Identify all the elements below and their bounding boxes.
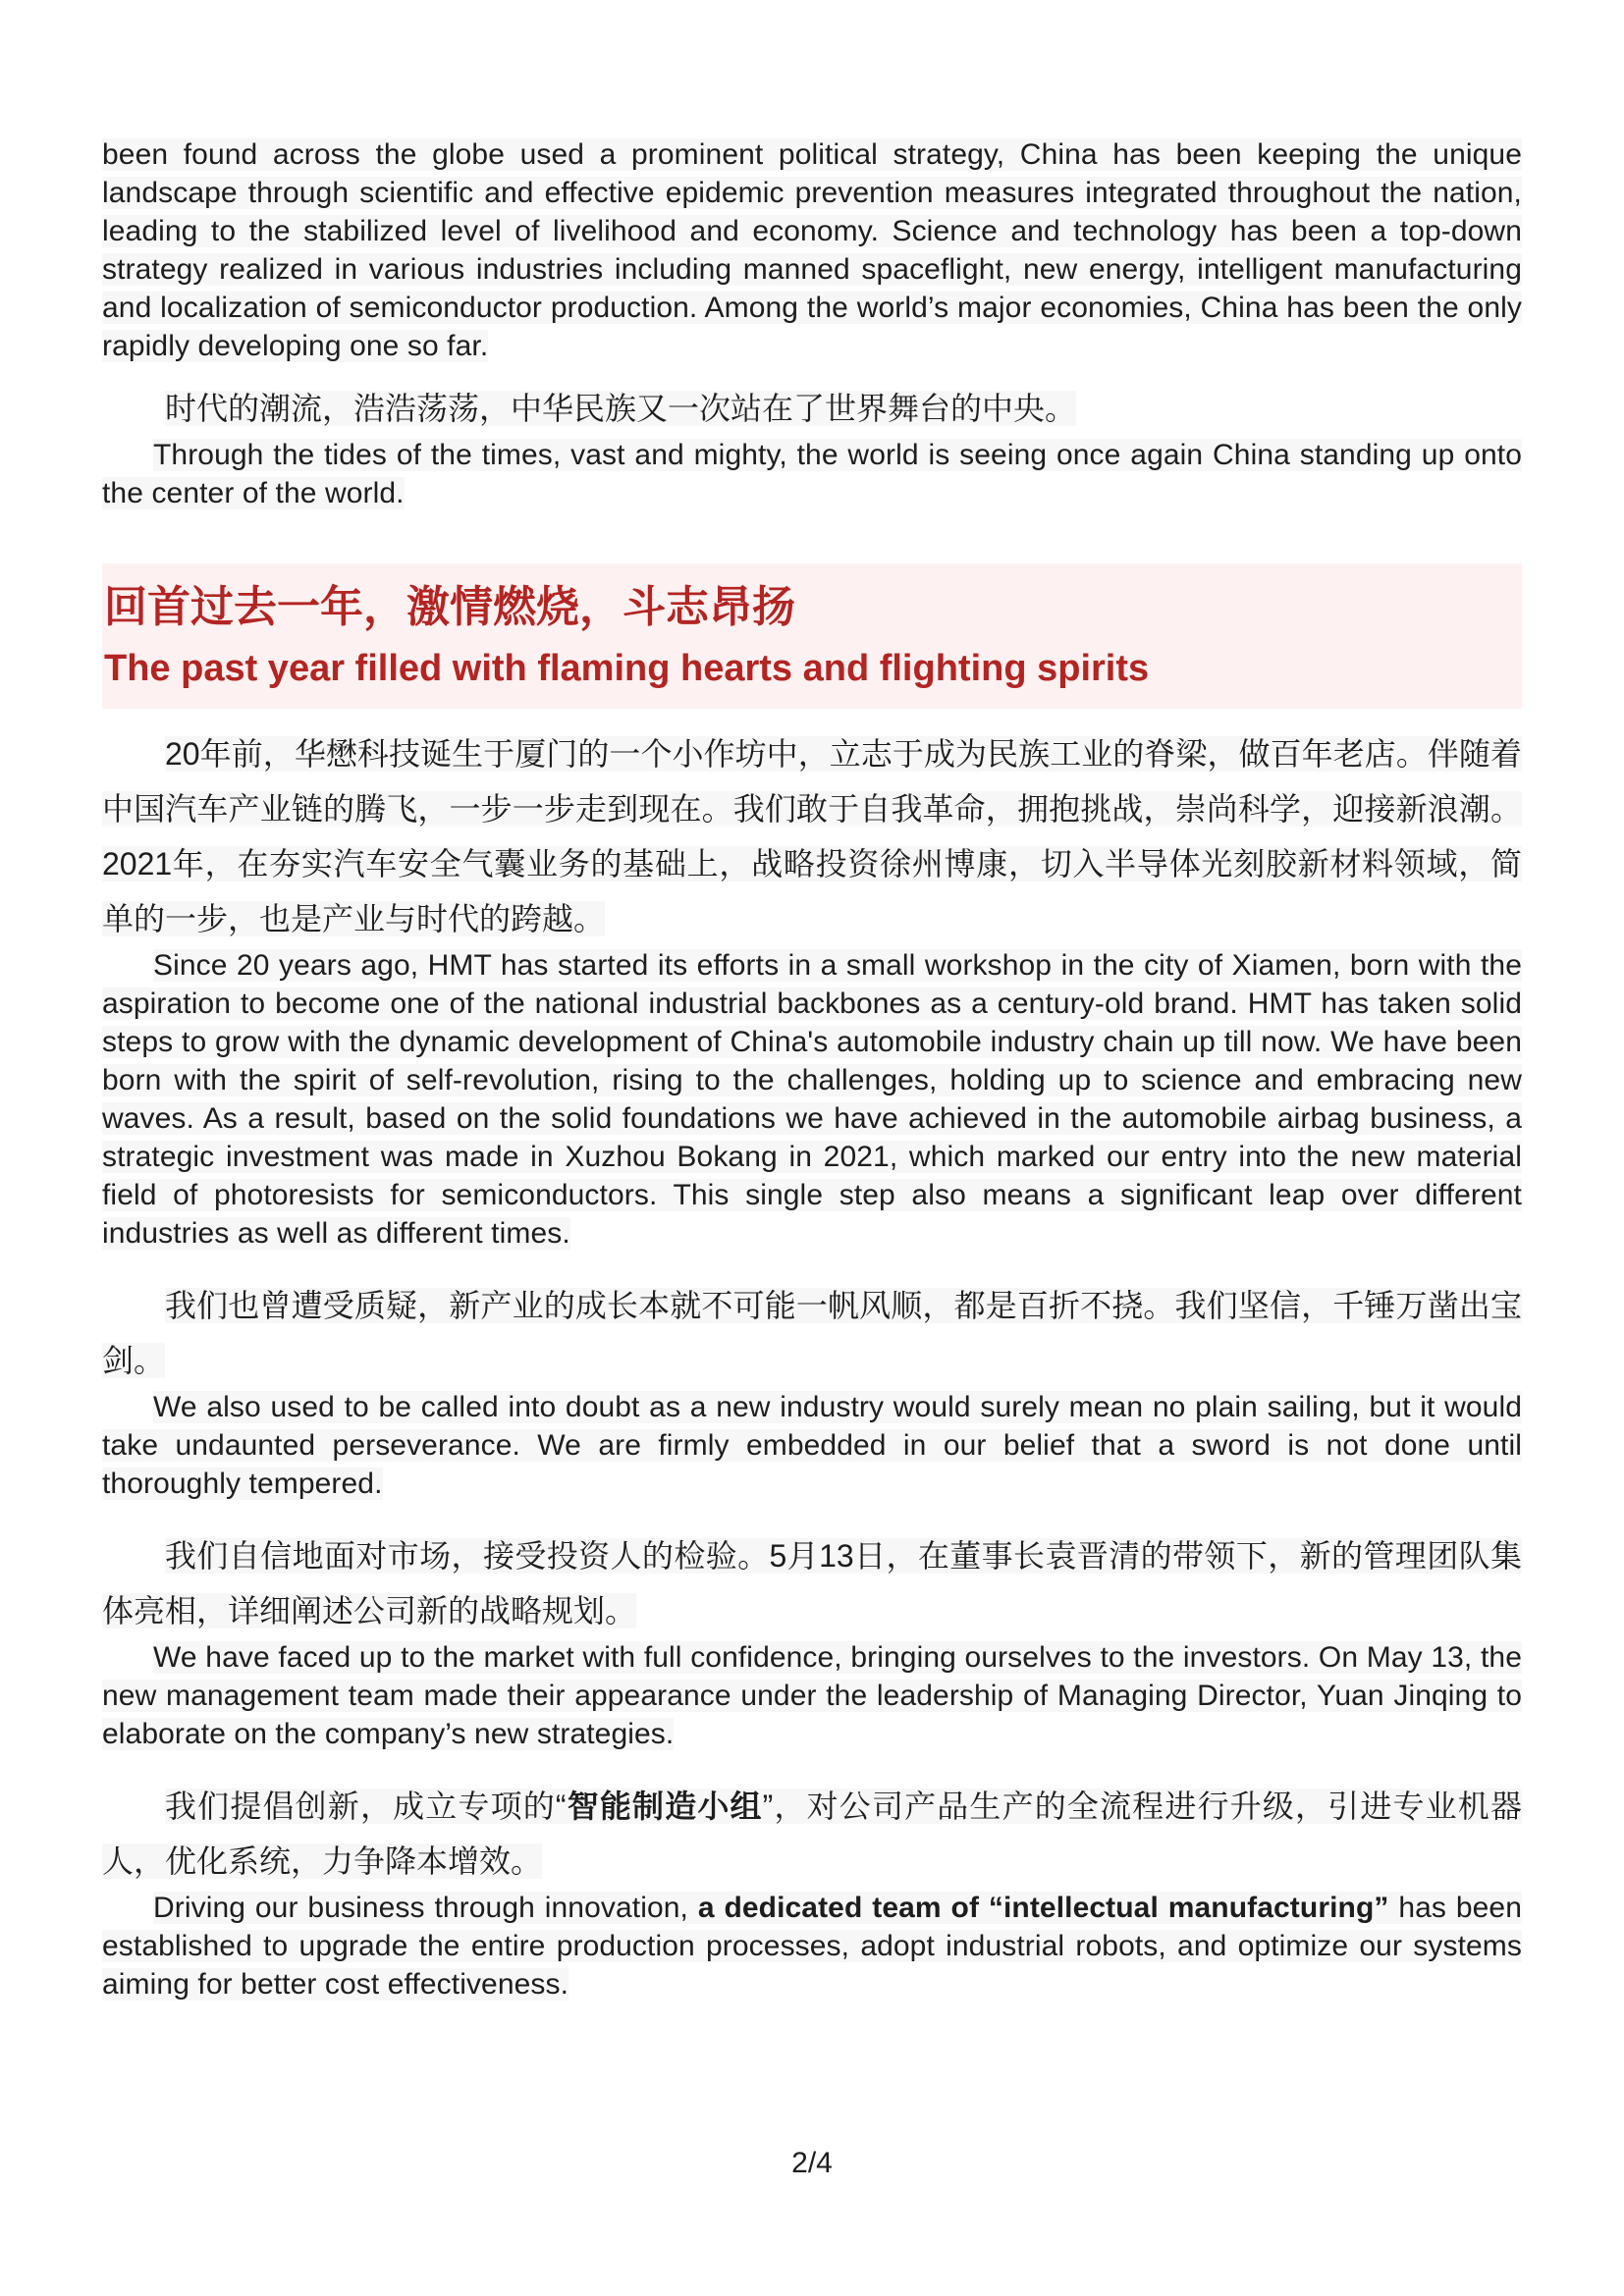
section-heading — [102, 563, 1522, 709]
paragraph-text: been found across the globe used a prominent political strategy, China has been keeping the unique landscape through scientific and effective epidemic prevention measures integrated throughout the nation, leading to the stabilized level of livelihood and economy. Science and technology has been a top-down strategy realized in various industries including manned spaceflight, new energy, intelligent manufacturing and localization of semiconductor production. Among the world’s major economies, China has been the only rapidly developing one so far. — [102, 138, 1522, 362]
paragraph-market-confidence-en — [102, 1638, 1522, 1753]
paragraph-text: 我们自信地面对市场，接受投资人的检验。5月13日，在董事长袁晋清的带领下，新的管理团队集体亮相，详细阐述公司新的战略规划。 — [102, 1538, 1522, 1629]
paragraph-tides-zh — [102, 381, 1522, 436]
paragraph-text: We have faced up to the market with full confidence, bringing ourselves to the investors. On May 13, the new management team made their appearance under the leadership of Managing Director, Yuan Jinqing to elaborate on the company’s new strategies. — [102, 1641, 1522, 1750]
paragraph-hmt-history-zh — [102, 726, 1522, 946]
paragraph-epidemic-strategy-en — [102, 135, 1522, 365]
paragraph-text: 20年前，华懋科技诞生于厦门的一个小作坊中，立志于成为民族工业的脊梁，做百年老店。伴随着中国汽车产业链的腾飞，一步一步走到现在。我们敢于自我革命，拥抱挑战，崇尚科学，迎接新浪潮。2021年，在夯实汽车安全气囊业务的基础上，战略投资徐州博康，切入半导体光刻胶新材料领域，简单的一步，也是产业与时代的跨越。 — [102, 736, 1522, 936]
page-number: 2/4 — [791, 2147, 833, 2179]
paragraph-innovation-zh — [102, 1779, 1522, 1889]
section-heading-zh: 回首过去一年，激情燃烧，斗志昂扬 — [104, 583, 795, 631]
paragraph-text: Since 20 years ago, HMT has started its efforts in a small workshop in the city of Xiamen, born with the aspiration to become one of the national industrial backbones as a century-old brand. HMT has taken solid steps to grow with the dynamic development of China's automobile industry chain up till now. We have been born with the spirit of self-revolution, rising to the challenges, holding up to science and embracing new waves. As a result, based on the solid foundations we have achieved in the automobile airbag business, a strategic investment was made in Xuzhou Bokang in 2021, which marked our entry into the new material field of photoresists for semiconductors. This single step also means a significant leap over different industries as well as different times. — [102, 949, 1522, 1250]
paragraph-text: We also used to be called into doubt as a new industry would surely mean no plain sailing, but it would take undaunted perseverance. We are firmly embedded in our belief that a sword is not done until thoroughly tempered. — [102, 1391, 1522, 1500]
paragraph-doubt-en — [102, 1388, 1522, 1503]
paragraph-hmt-history-en — [102, 946, 1522, 1253]
paragraph-text: 我们也曾遭受质疑，新产业的成长本就不可能一帆风顺，都是百折不挠。我们坚信，千锤万凿出宝剑。 — [102, 1288, 1522, 1378]
paragraph-text: Driving our business through innovation, a dedicated team of “intellectual manufacturing” has been established to upgrade the entire production processes, adopt industrial robots, and optimize our systems aiming for better cost effectiveness. — [102, 1892, 1522, 2001]
paragraph-market-confidence-zh — [102, 1528, 1522, 1638]
paragraph-text: 时代的潮流，浩浩荡荡，中华民族又一次站在了世界舞台的中央。 — [165, 391, 1077, 426]
section-heading-en: The past year filled with flaming hearts and flighting spirits — [104, 648, 1150, 689]
paragraph-text: 我们提倡创新，成立专项的“智能制造小组”，对公司产品生产的全流程进行升级，引进专业机器人，优化系统，力争降本增效。 — [102, 1789, 1522, 1879]
paragraph-tides-en — [102, 436, 1522, 512]
paragraph-doubt-zh — [102, 1278, 1522, 1388]
paragraph-text: Through the tides of the times, vast and mighty, the world is seeing once again China standing up onto the center of the world. — [102, 439, 1522, 509]
paragraph-innovation-en — [102, 1889, 1522, 2003]
